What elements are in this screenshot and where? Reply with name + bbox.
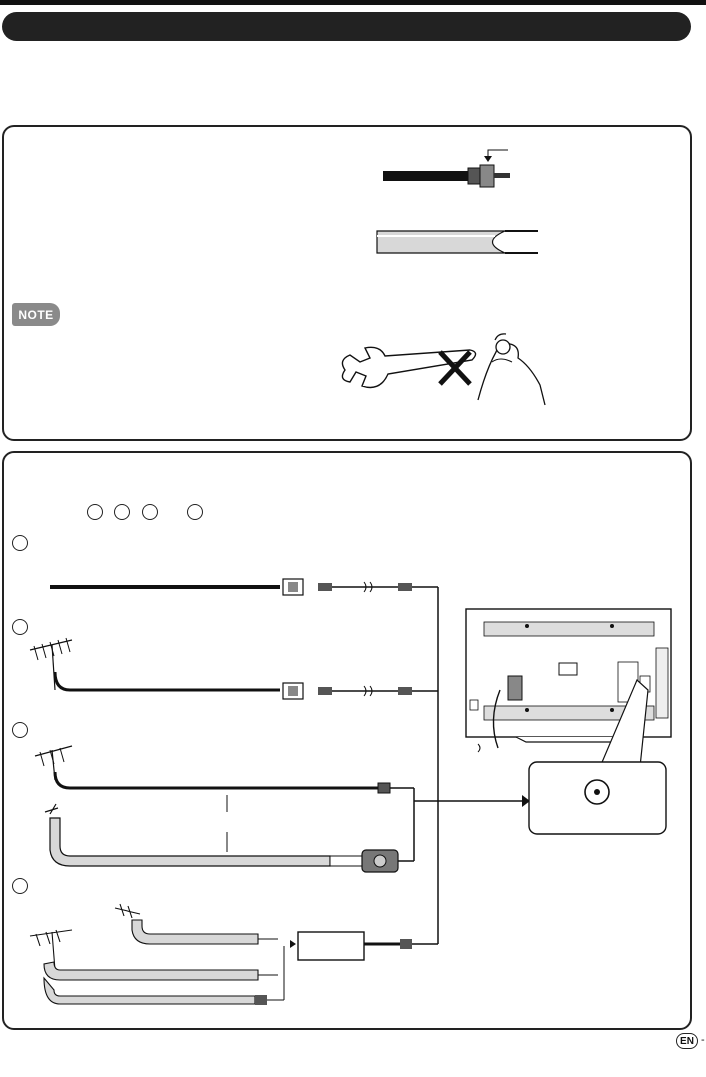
antenna-icon xyxy=(35,746,72,780)
row3-coax-cable xyxy=(55,772,414,793)
row1-cable xyxy=(50,579,438,595)
row4-cables xyxy=(44,920,296,1005)
language-badge: EN xyxy=(676,1033,698,1049)
row3-twin-lead xyxy=(45,804,362,866)
hand-tightening-icon xyxy=(478,334,545,405)
note-badge: NOTE xyxy=(12,303,60,326)
combiner-box xyxy=(298,932,364,960)
row2-cable xyxy=(55,672,438,699)
adapter-icon xyxy=(362,850,414,872)
twin-lead-cable-icon xyxy=(377,231,538,253)
wrench-prohibited-icon xyxy=(342,347,475,387)
page-marker: - xyxy=(701,1034,705,1046)
f-type-connector-icon xyxy=(383,150,510,187)
antenna-icon xyxy=(30,904,140,970)
antenna-terminal-icon xyxy=(529,762,666,834)
row4-output-cable xyxy=(364,939,438,949)
antenna-icon xyxy=(30,638,72,690)
